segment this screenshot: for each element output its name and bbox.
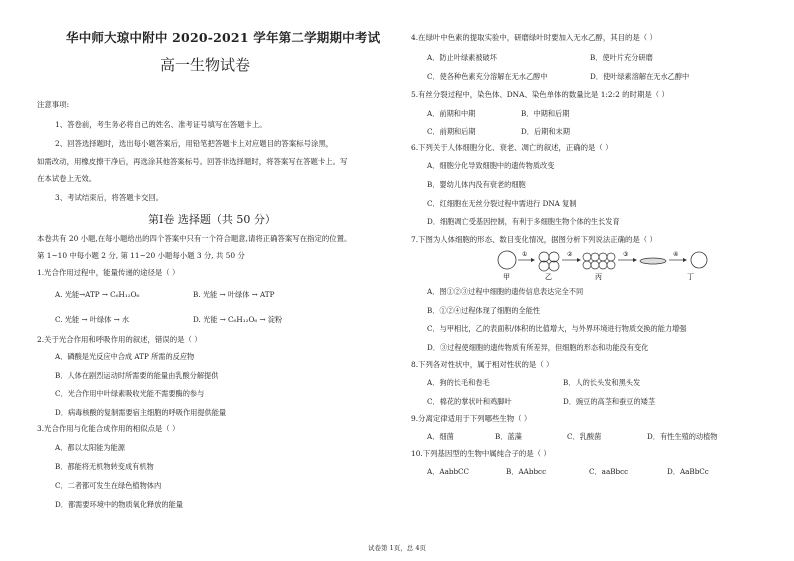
intro-line: 第 1~10 中每小题 2 分, 第 11~20 小题每小题 3 分, 共 50 分 [37, 251, 245, 260]
option-a: A. 光能→ATP → C₆H₁₂O₆ [55, 290, 140, 299]
question-stem: 1.光合作用过程中，能量传递的途径是（ ） [37, 268, 180, 277]
cell-bing-icon [583, 253, 615, 269]
option-a: A．细菌 [427, 432, 454, 441]
question-stem: 3.光合作用与化能合成作用的相似点是（ ） [37, 424, 180, 433]
option-a: A．细胞分化导致细胞中的遗传物质改变 [427, 161, 555, 170]
option-b: B．蓝藻 [495, 432, 522, 441]
option-b: B．都能将无机物转变成有机物 [55, 462, 154, 471]
option-c: C. 光能 → 叶绿体 → 水 [55, 315, 130, 324]
section-title: 第Ⅰ卷 选择题（共 50 分） [148, 213, 276, 226]
label-jia: 甲 [503, 273, 510, 281]
option-d: D．病毒核酸的复制需要宿主细胞的呼吸作用提供能量 [55, 408, 227, 417]
exam-title: 华中师大琼中附中 2020-2021 学年第二学期期中考试 [66, 30, 381, 45]
option-c: C．aaBbcc [589, 467, 629, 476]
question-stem: 7.下图为人体细胞的形态、数目变化情况，据图分析下列说法正确的是（ ） [411, 235, 657, 244]
cell-diagram [487, 249, 717, 281]
option-c: C．乳酸菌 [567, 432, 602, 441]
label-bing: 丙 [595, 273, 602, 281]
option-c: C．与甲相比，乙的表面积/体积的比值增大，与外界环境进行物质交换的能力增强 [427, 324, 687, 333]
option-d: D．使叶绿素溶解在无水乙醇中 [590, 72, 690, 81]
option-b: B．AAbbcc [506, 467, 547, 476]
question-stem: 2.关于光合作用和呼吸作用的叙述，错误的是（ ） [37, 335, 202, 344]
option-d: D．AaBbCc [667, 467, 709, 476]
option-a: A．都以太阳能为能源 [55, 443, 125, 452]
note-line: 如需改动，用橡皮擦干净后，再选涂其他答案标号。回答非选择题时，将答案写在答题卡上。写 [37, 157, 348, 166]
option-c: C．光合作用中叶绿素吸收光能不需要酶的参与 [55, 389, 205, 398]
exam-subtitle: 高一生物试卷 [160, 56, 251, 74]
cell-yi-icon [539, 252, 559, 271]
note-line: 2、回答选择题时，选出每小题答案后，用铅笔把答题卡上对应题目的答案标号涂黑， [55, 139, 334, 148]
step-1-label: ① [522, 251, 528, 258]
option-b: B．人的长头发和黑头发 [563, 378, 641, 387]
cell-jia-icon [498, 251, 516, 269]
question-stem: 8.下列各对性状中，属于相对性状的是（ ） [411, 360, 554, 369]
question-stem: 5.有丝分裂过程中，染色体、DNA、染色单体的数量比是 1:2:2 的时期是（ ） [411, 90, 669, 99]
option-d: D．豌豆的高茎和蚕豆的矮茎 [563, 397, 656, 406]
option-b: B．中期和后期 [521, 109, 570, 118]
option-a: A．磷酸是光反应中合成 ATP 所需的反应物 [55, 352, 195, 361]
option-c: C．棉花的掌状叶和鸡脚叶 [427, 397, 512, 406]
option-c: C．使各种色素充分溶解在无水乙醇中 [427, 72, 548, 81]
label-yi: 乙 [545, 273, 552, 281]
cell-elongated-icon [640, 258, 666, 264]
option-d: D．都需要环境中的物质氧化释放的能量 [55, 500, 183, 509]
option-a: A．前期和中期 [427, 109, 476, 118]
intro-line: 本卷共有 20 小题,在每小题给出的四个答案中只有一个符合题意,请将正确答案写在指定的位置。 [37, 234, 352, 243]
note-line: 在本试卷上无效。 [37, 174, 97, 183]
option-a: A．狗的长毛和卷毛 [427, 378, 490, 387]
option-b: B．①②④过程体现了细胞的全能性 [427, 306, 541, 315]
note-line: 1、答卷前，考生务必将自己的姓名、准考证号填写在答题卡上。 [55, 120, 267, 129]
question-stem: 10.下列基因型的生物中属纯合子的是（ ） [411, 449, 551, 458]
option-c: C．红细胞在无丝分裂过程中需进行 DNA 复制 [427, 199, 577, 208]
option-b: B．婴幼儿体内没有衰老的细胞 [427, 180, 526, 189]
page-footer: 试卷第 1页，总 4页 [368, 544, 426, 552]
option-d: D．③过程使细胞的遗传物质有所差异，但细胞的形态和功能没有变化 [427, 343, 649, 352]
step-4-label: ④ [673, 251, 679, 258]
option-a: A．AabbCC [427, 467, 470, 476]
question-stem: 9.分离定律适用于下列哪些生物（ ） [411, 414, 532, 423]
label-ding: 丁 [687, 273, 694, 281]
option-c: C．二者都可发生在绿色植物体内 [55, 481, 162, 490]
option-d: D．后期和末期 [521, 127, 570, 136]
option-b: B．人体在剧烈运动时所需要的能量由乳酸分解提供 [55, 371, 219, 380]
option-b: B．使叶片充分研磨 [590, 53, 653, 62]
option-b: B. 光能 → 叶绿体 → ATP [193, 290, 275, 299]
question-stem: 4.在绿叶中色素的提取实验中，研磨绿叶时要加入无水乙醇，其目的是（ ） [411, 33, 657, 42]
step-3-label: ③ [623, 251, 629, 258]
option-a: A．图①②③过程中细胞的遗传信息表达完全不同 [427, 287, 584, 296]
option-c: C．前期和后期 [427, 127, 476, 136]
step-2-label: ② [567, 251, 573, 258]
cell-ding-icon [691, 252, 707, 268]
option-d: D．有性生殖的动植物 [647, 432, 718, 441]
note-line: 3、考试结束后，将答题卡交回。 [55, 193, 164, 202]
option-d: D. 光能 → C₆H₁₂O₆ → 淀粉 [193, 315, 283, 324]
question-stem: 6.下列关于人体细胞分化、衰老、凋亡的叙述，正确的是（ ） [411, 143, 613, 152]
option-d: D．细胞凋亡受基因控制，有利于多细胞生物个体的生长发育 [427, 217, 620, 226]
option-a: A．防止叶绿素被破坏 [427, 53, 497, 62]
notes-heading: 注意事项: [37, 100, 70, 109]
